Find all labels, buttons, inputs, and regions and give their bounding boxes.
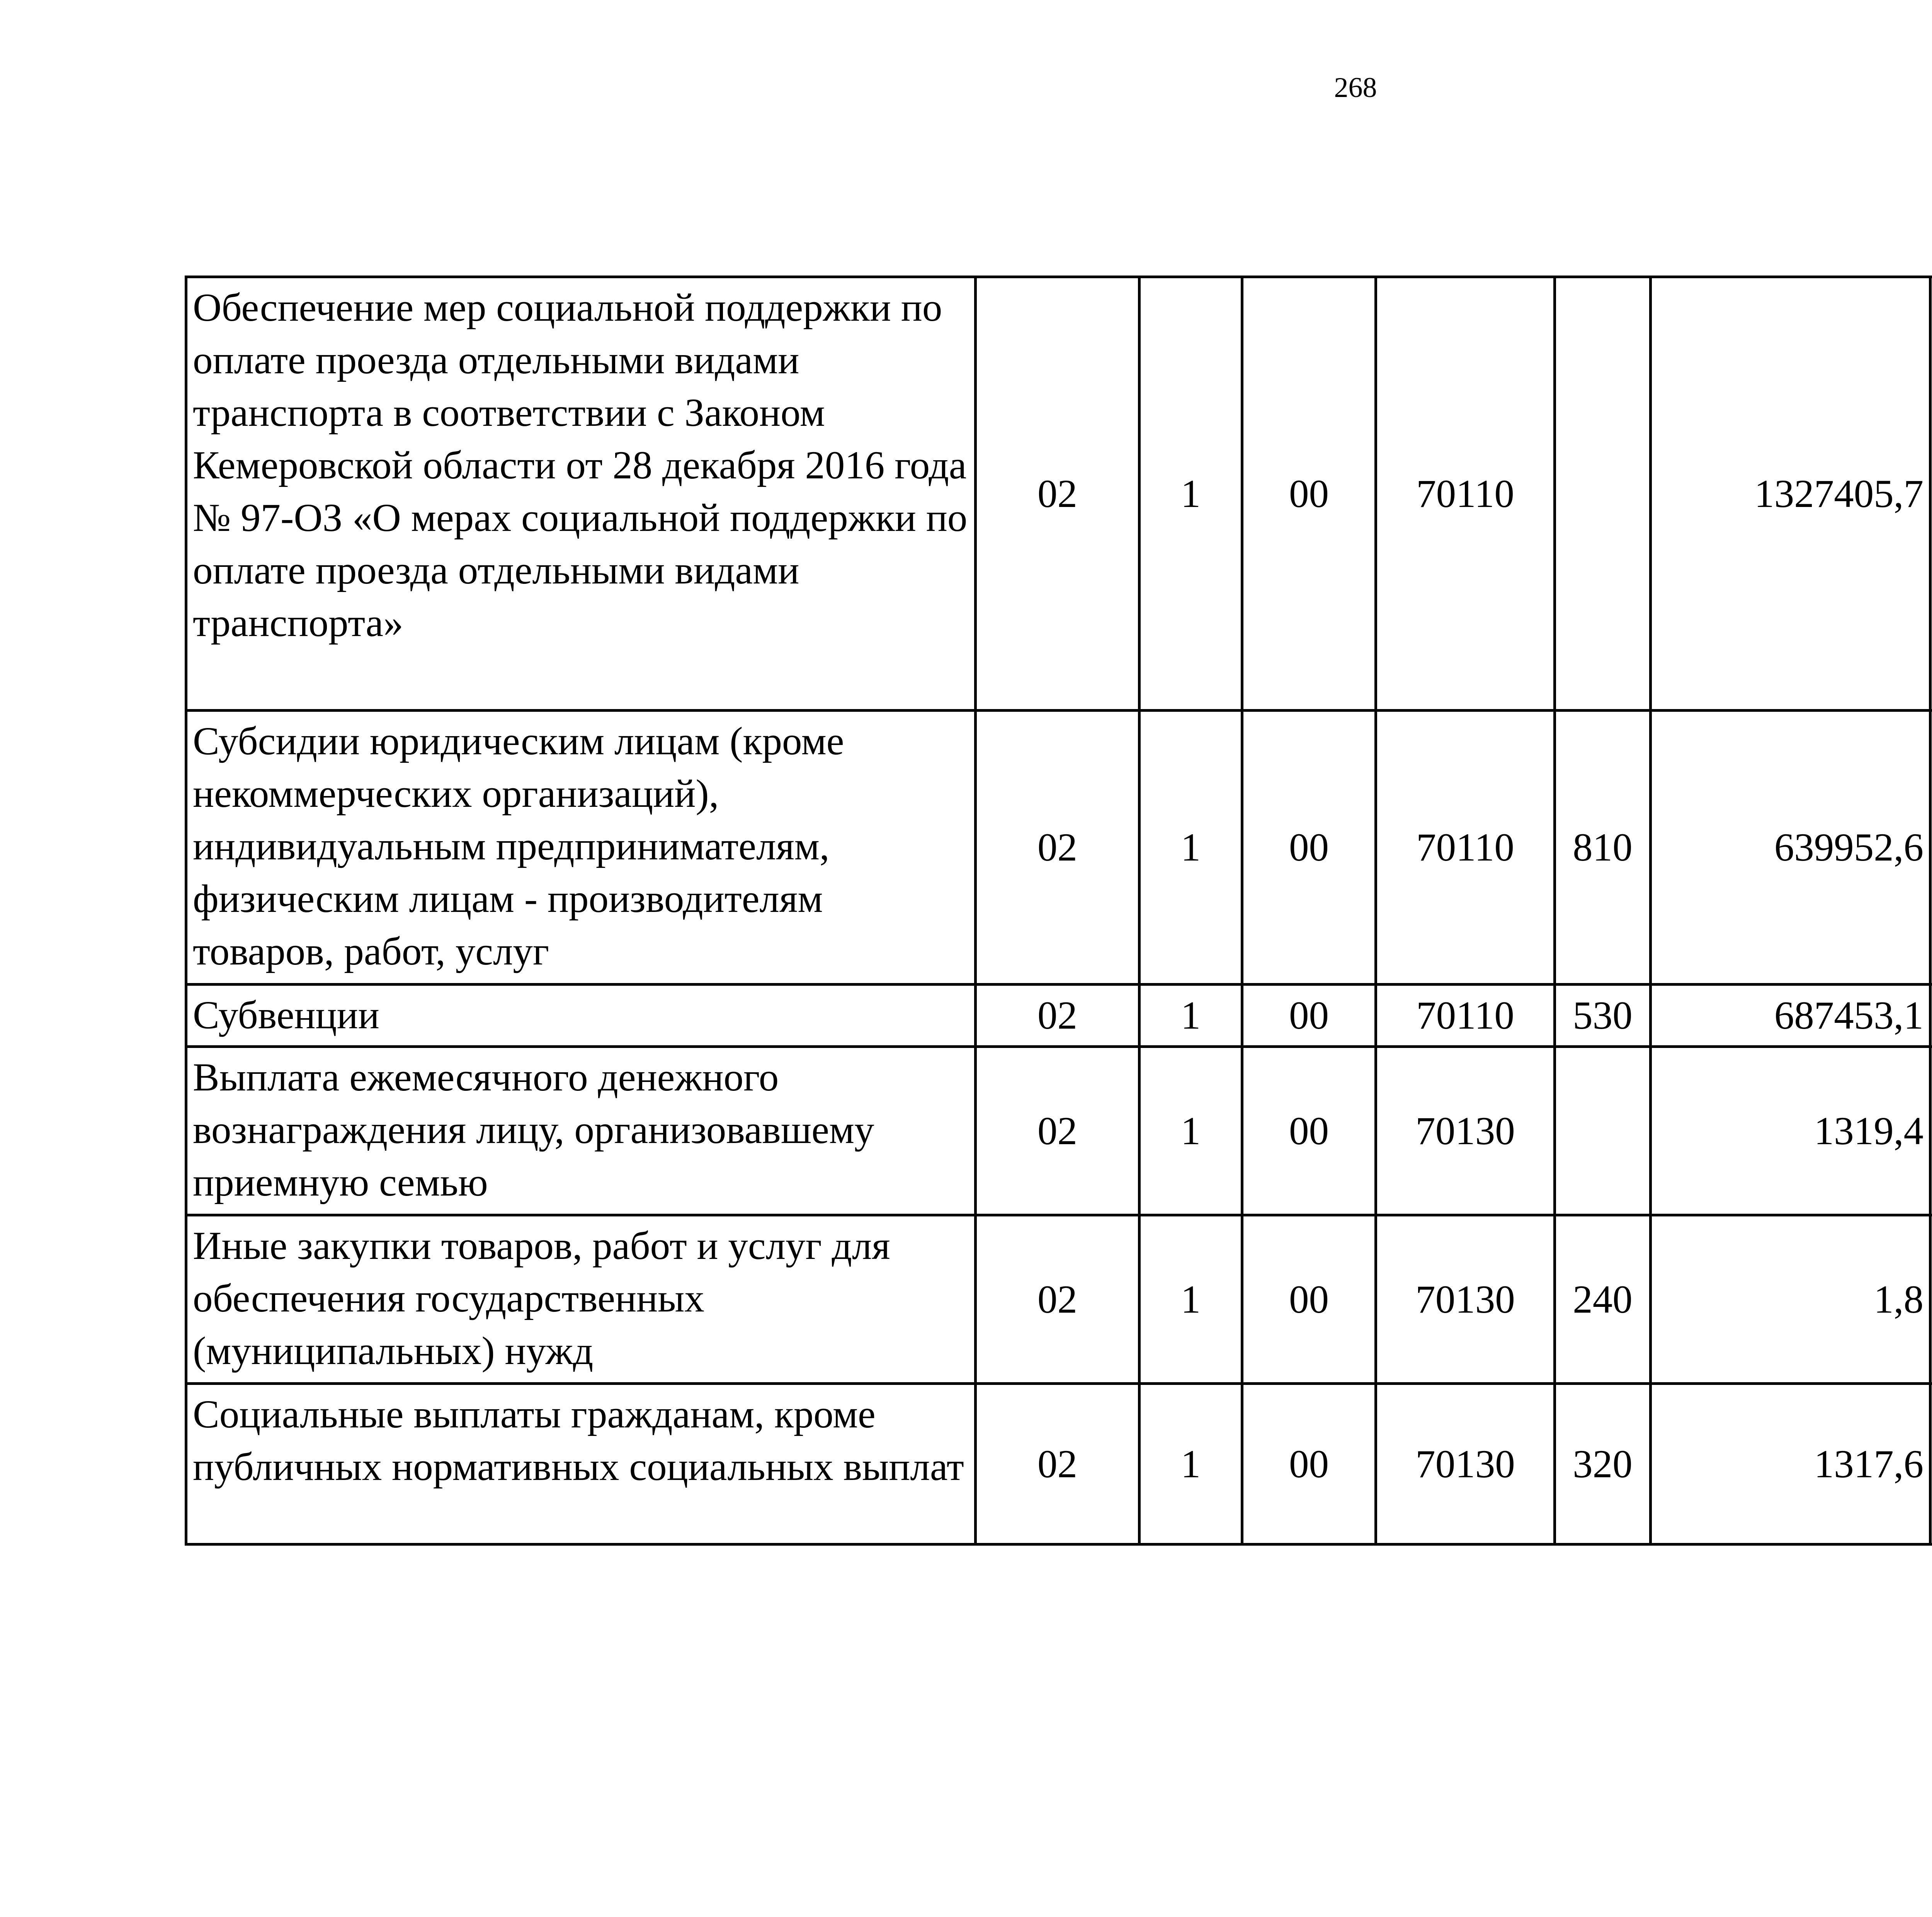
code-cell: 320	[1555, 1384, 1651, 1544]
budget-table	[185, 276, 1932, 1546]
table-row	[186, 1047, 1932, 1215]
code-cell	[1555, 1047, 1651, 1215]
value-cell	[1930, 277, 1932, 711]
value-cell	[1930, 1047, 1932, 1215]
value-cell: 1317,6	[1651, 1384, 1930, 1544]
row-description: Выплата ежемесячного денежного вознаграждения лицу, организовавшему приемную семью	[186, 1047, 976, 1215]
code-cell: 00	[1242, 277, 1376, 711]
code-cell: 1	[1139, 1047, 1242, 1215]
code-cell: 02	[976, 277, 1139, 711]
code-cell: 02	[976, 711, 1139, 985]
code-cell: 1	[1139, 1384, 1242, 1544]
table-row	[186, 985, 1932, 1047]
code-cell: 02	[976, 985, 1139, 1047]
page-number: 268	[1334, 72, 1377, 104]
code-cell: 1	[1139, 1215, 1242, 1384]
row-description: Иные закупки товаров, работ и услуг для обеспечения государственных (муниципальных) нужд	[186, 1215, 976, 1384]
table-row	[186, 1215, 1932, 1384]
code-cell: 02	[976, 1384, 1139, 1544]
code-cell: 530	[1555, 985, 1651, 1047]
code-cell: 1	[1139, 711, 1242, 985]
value-cell: 1327405,7	[1651, 277, 1930, 711]
code-cell: 240	[1555, 1215, 1651, 1384]
value-cell	[1930, 1215, 1932, 1384]
code-cell: 00	[1242, 1047, 1376, 1215]
value-cell	[1930, 985, 1932, 1047]
code-cell: 00	[1242, 985, 1376, 1047]
table-row	[186, 277, 1932, 711]
code-cell: 70130	[1376, 1047, 1555, 1215]
value-cell: 639952,6	[1651, 711, 1930, 985]
value-cell: 1,8	[1651, 1215, 1930, 1384]
code-cell: 70110	[1376, 277, 1555, 711]
code-cell: 02	[976, 1047, 1139, 1215]
row-description: Социальные выплаты гражданам, кроме публичных нормативных социальных выплат	[186, 1384, 976, 1544]
code-cell: 70130	[1376, 1384, 1555, 1544]
code-cell: 00	[1242, 1384, 1376, 1544]
code-cell: 02	[976, 1215, 1139, 1384]
code-cell: 70130	[1376, 1215, 1555, 1384]
table-row	[186, 711, 1932, 985]
code-cell	[1555, 277, 1651, 711]
code-cell: 00	[1242, 711, 1376, 985]
code-cell: 70110	[1376, 711, 1555, 985]
value-cell	[1930, 711, 1932, 985]
row-description: Обеспечение мер социальной поддержки по оплате проезда отдельными видами транспорта в соответствии с Законом Кемеровской области от 28 декабря 2016 года № 97-ОЗ «О мерах социальной поддержки по оплате проезда отдельными видами транспорта»	[186, 277, 976, 711]
code-cell: 1	[1139, 277, 1242, 711]
value-cell: 687453,1	[1651, 985, 1930, 1047]
value-cell: 1319,4	[1651, 1047, 1930, 1215]
code-cell: 00	[1242, 1215, 1376, 1384]
code-cell: 1	[1139, 985, 1242, 1047]
table-row	[186, 1384, 1932, 1544]
value-cell	[1930, 1384, 1932, 1544]
code-cell: 810	[1555, 711, 1651, 985]
code-cell: 70110	[1376, 985, 1555, 1047]
row-description: Субвенции	[186, 985, 976, 1047]
row-description: Субсидии юридическим лицам (кроме некоммерческих организаций), индивидуальным предпринимателям, физическим лицам - производителям товаров, работ, услуг	[186, 711, 976, 985]
